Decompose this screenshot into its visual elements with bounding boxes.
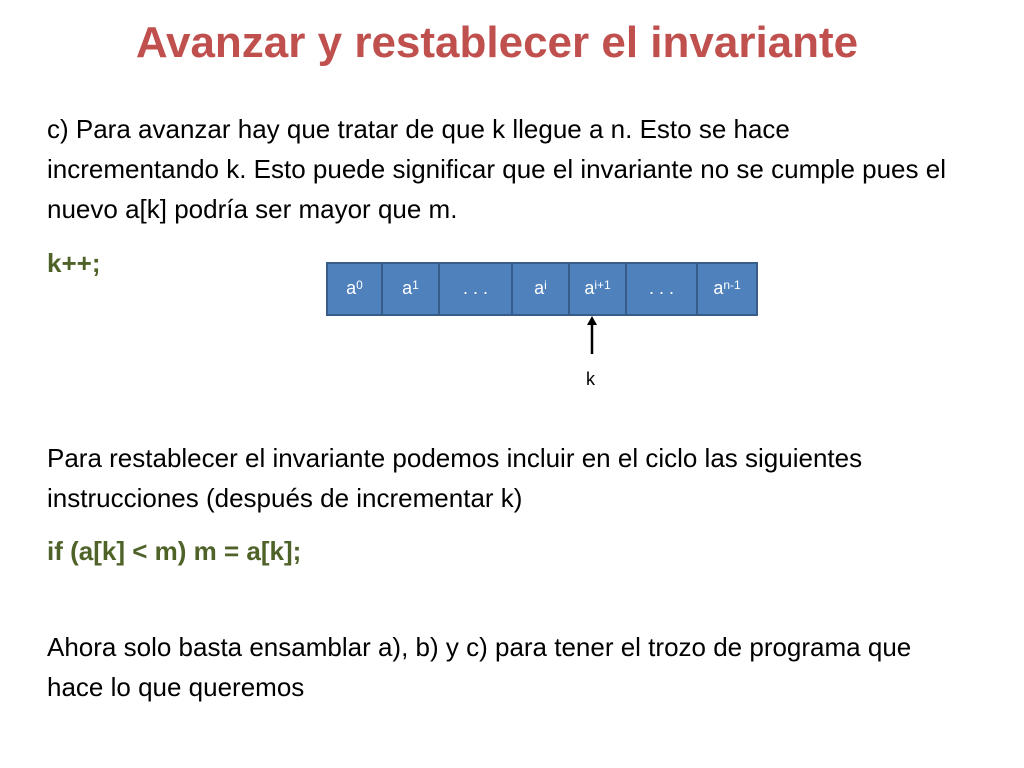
cell-base: a [346,278,357,298]
paragraph-advance: c) Para avanzar hay que tratar de que k llegue a n. Esto se hace incrementando k. Esto puede significar que el invariante no se cumple pues el nuevo a[k] podría ser mayor que m. [47,114,946,224]
paragraph-assemble: Ahora solo basta ensamblar a), b) y c) para tener el trozo de programa que hace lo que queremos [47,632,912,702]
cell-base: a [402,278,413,298]
cell-base: a [534,278,545,298]
cell-subscript: 1 [412,278,419,292]
array-cell-i-plus-1 [570,264,627,314]
pointer-arrow-icon [582,316,602,356]
code-restore: if (a[k] < m) m = a[k]; [47,536,302,566]
cell-subscript: 0 [356,278,363,292]
slide-title: Avanzar y restablecer el invariante [135,18,859,67]
code-increment: k++; [47,248,101,278]
cell-subscript: n-1 [723,278,741,292]
array-cell-i [513,264,570,314]
array-cell-1 [383,264,440,314]
array-cell-n-minus-1 [698,264,756,314]
pointer-label: k [586,369,595,389]
paragraph-restore: Para restablecer el invariante podemos incluir en el ciclo las siguientes instrucciones (después de incrementar k) [47,443,863,513]
array-diagram [326,262,758,316]
cell-base: . . . [648,278,674,298]
cell-subscript: i+1 [594,278,611,292]
array-cell-0 [328,264,383,314]
cell-base: a [713,278,724,298]
array-cell-ellipsis-2 [627,264,698,314]
cell-base: . . . [462,278,488,298]
array-cell-ellipsis-1 [440,264,513,314]
cell-base: a [584,278,595,298]
cell-subscript: i [544,278,547,292]
